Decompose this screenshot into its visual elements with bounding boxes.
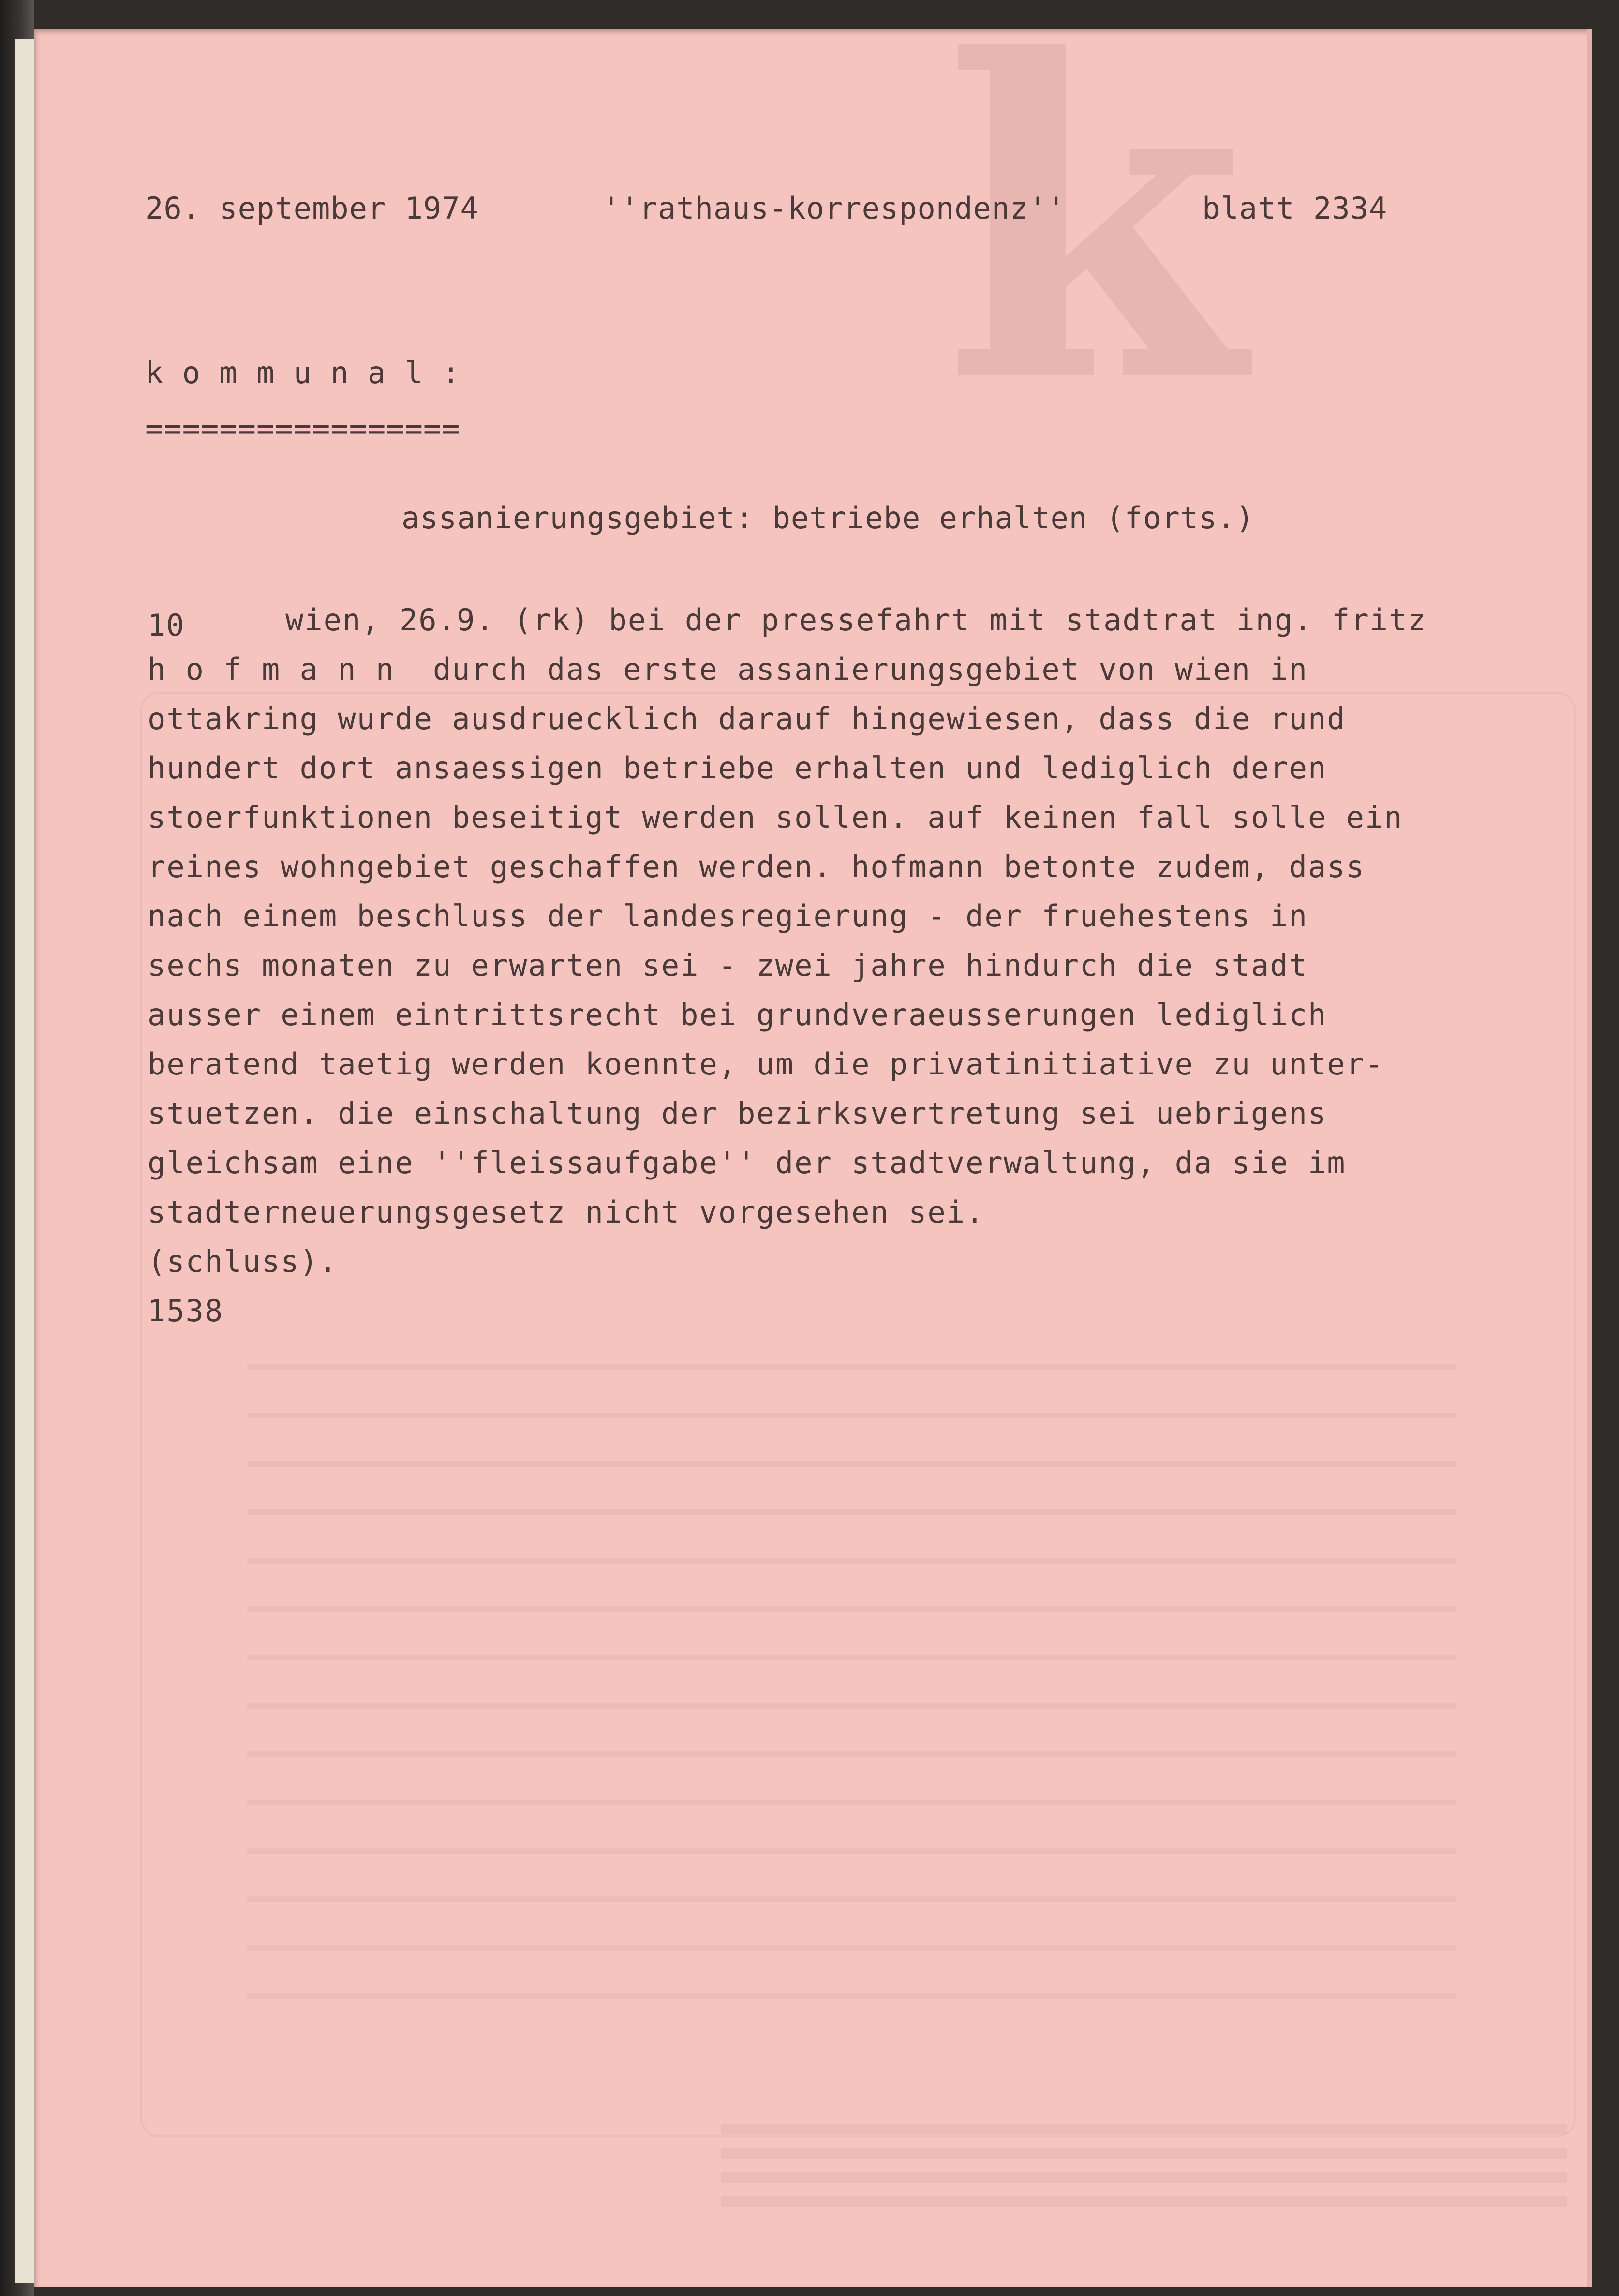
body-line: hundert dort ansaessigen betriebe erhalten und lediglich deren xyxy=(148,750,1327,786)
document-code: 1538 xyxy=(148,1293,224,1328)
body-line: sechs monaten zu erwarten sei - zwei jahre hindurch die stadt xyxy=(148,948,1308,983)
header-sheet: blatt 2334 xyxy=(1202,191,1388,226)
article-number: 10 xyxy=(148,608,185,643)
show-through-logo: k xyxy=(943,0,1245,478)
body-line: beratend taetig werden koennte, um die privatinitiative zu unter- xyxy=(148,1046,1384,1082)
body-line: nach einem beschluss der landesregierung - der fruehestens in xyxy=(148,898,1308,934)
section-label: k o m m u n a l : xyxy=(145,355,460,390)
body-line: stadterneuerungsgesetz nicht vorgesehen sei. xyxy=(148,1194,985,1230)
article-title: assanierungsgebiet: betriebe erhalten (forts.) xyxy=(401,500,1255,536)
header-date: 26. september 1974 xyxy=(145,191,479,226)
body-line: stuetzen. die einschaltung der bezirksvertretung sei uebrigens xyxy=(148,1096,1327,1131)
body-line: ausser einem eintrittsrecht bei grundveraeusserungen lediglich xyxy=(148,997,1327,1032)
page-edge xyxy=(1587,29,1592,2287)
body-line: h o f m a n n durch das erste assanierungsgebiet von wien in xyxy=(148,652,1308,687)
section-underline: ================= xyxy=(145,411,460,446)
body-line: stoerfunktionen beseitigt werden sollen. auf keinen fall solle ein xyxy=(148,800,1403,835)
body-line: ottakring wurde ausdruecklich darauf hingewiesen, dass die rund xyxy=(148,701,1346,736)
body-line: gleichsam eine ''fleissaufgabe'' der stadtverwaltung, da sie im xyxy=(148,1145,1346,1180)
header-publication: ''rathaus-korrespondenz'' xyxy=(602,191,1066,226)
body-line: wien, 26.9. (rk) bei der pressefahrt mit stadtrat ing. fritz xyxy=(285,602,1427,638)
show-through-footer xyxy=(721,2124,1567,2211)
show-through-text xyxy=(247,1335,1456,2013)
closing-mark: (schluss). xyxy=(148,1244,338,1279)
body-line: reines wohngebiet geschaffen werden. hofmann betonte zudem, dass xyxy=(148,849,1365,884)
